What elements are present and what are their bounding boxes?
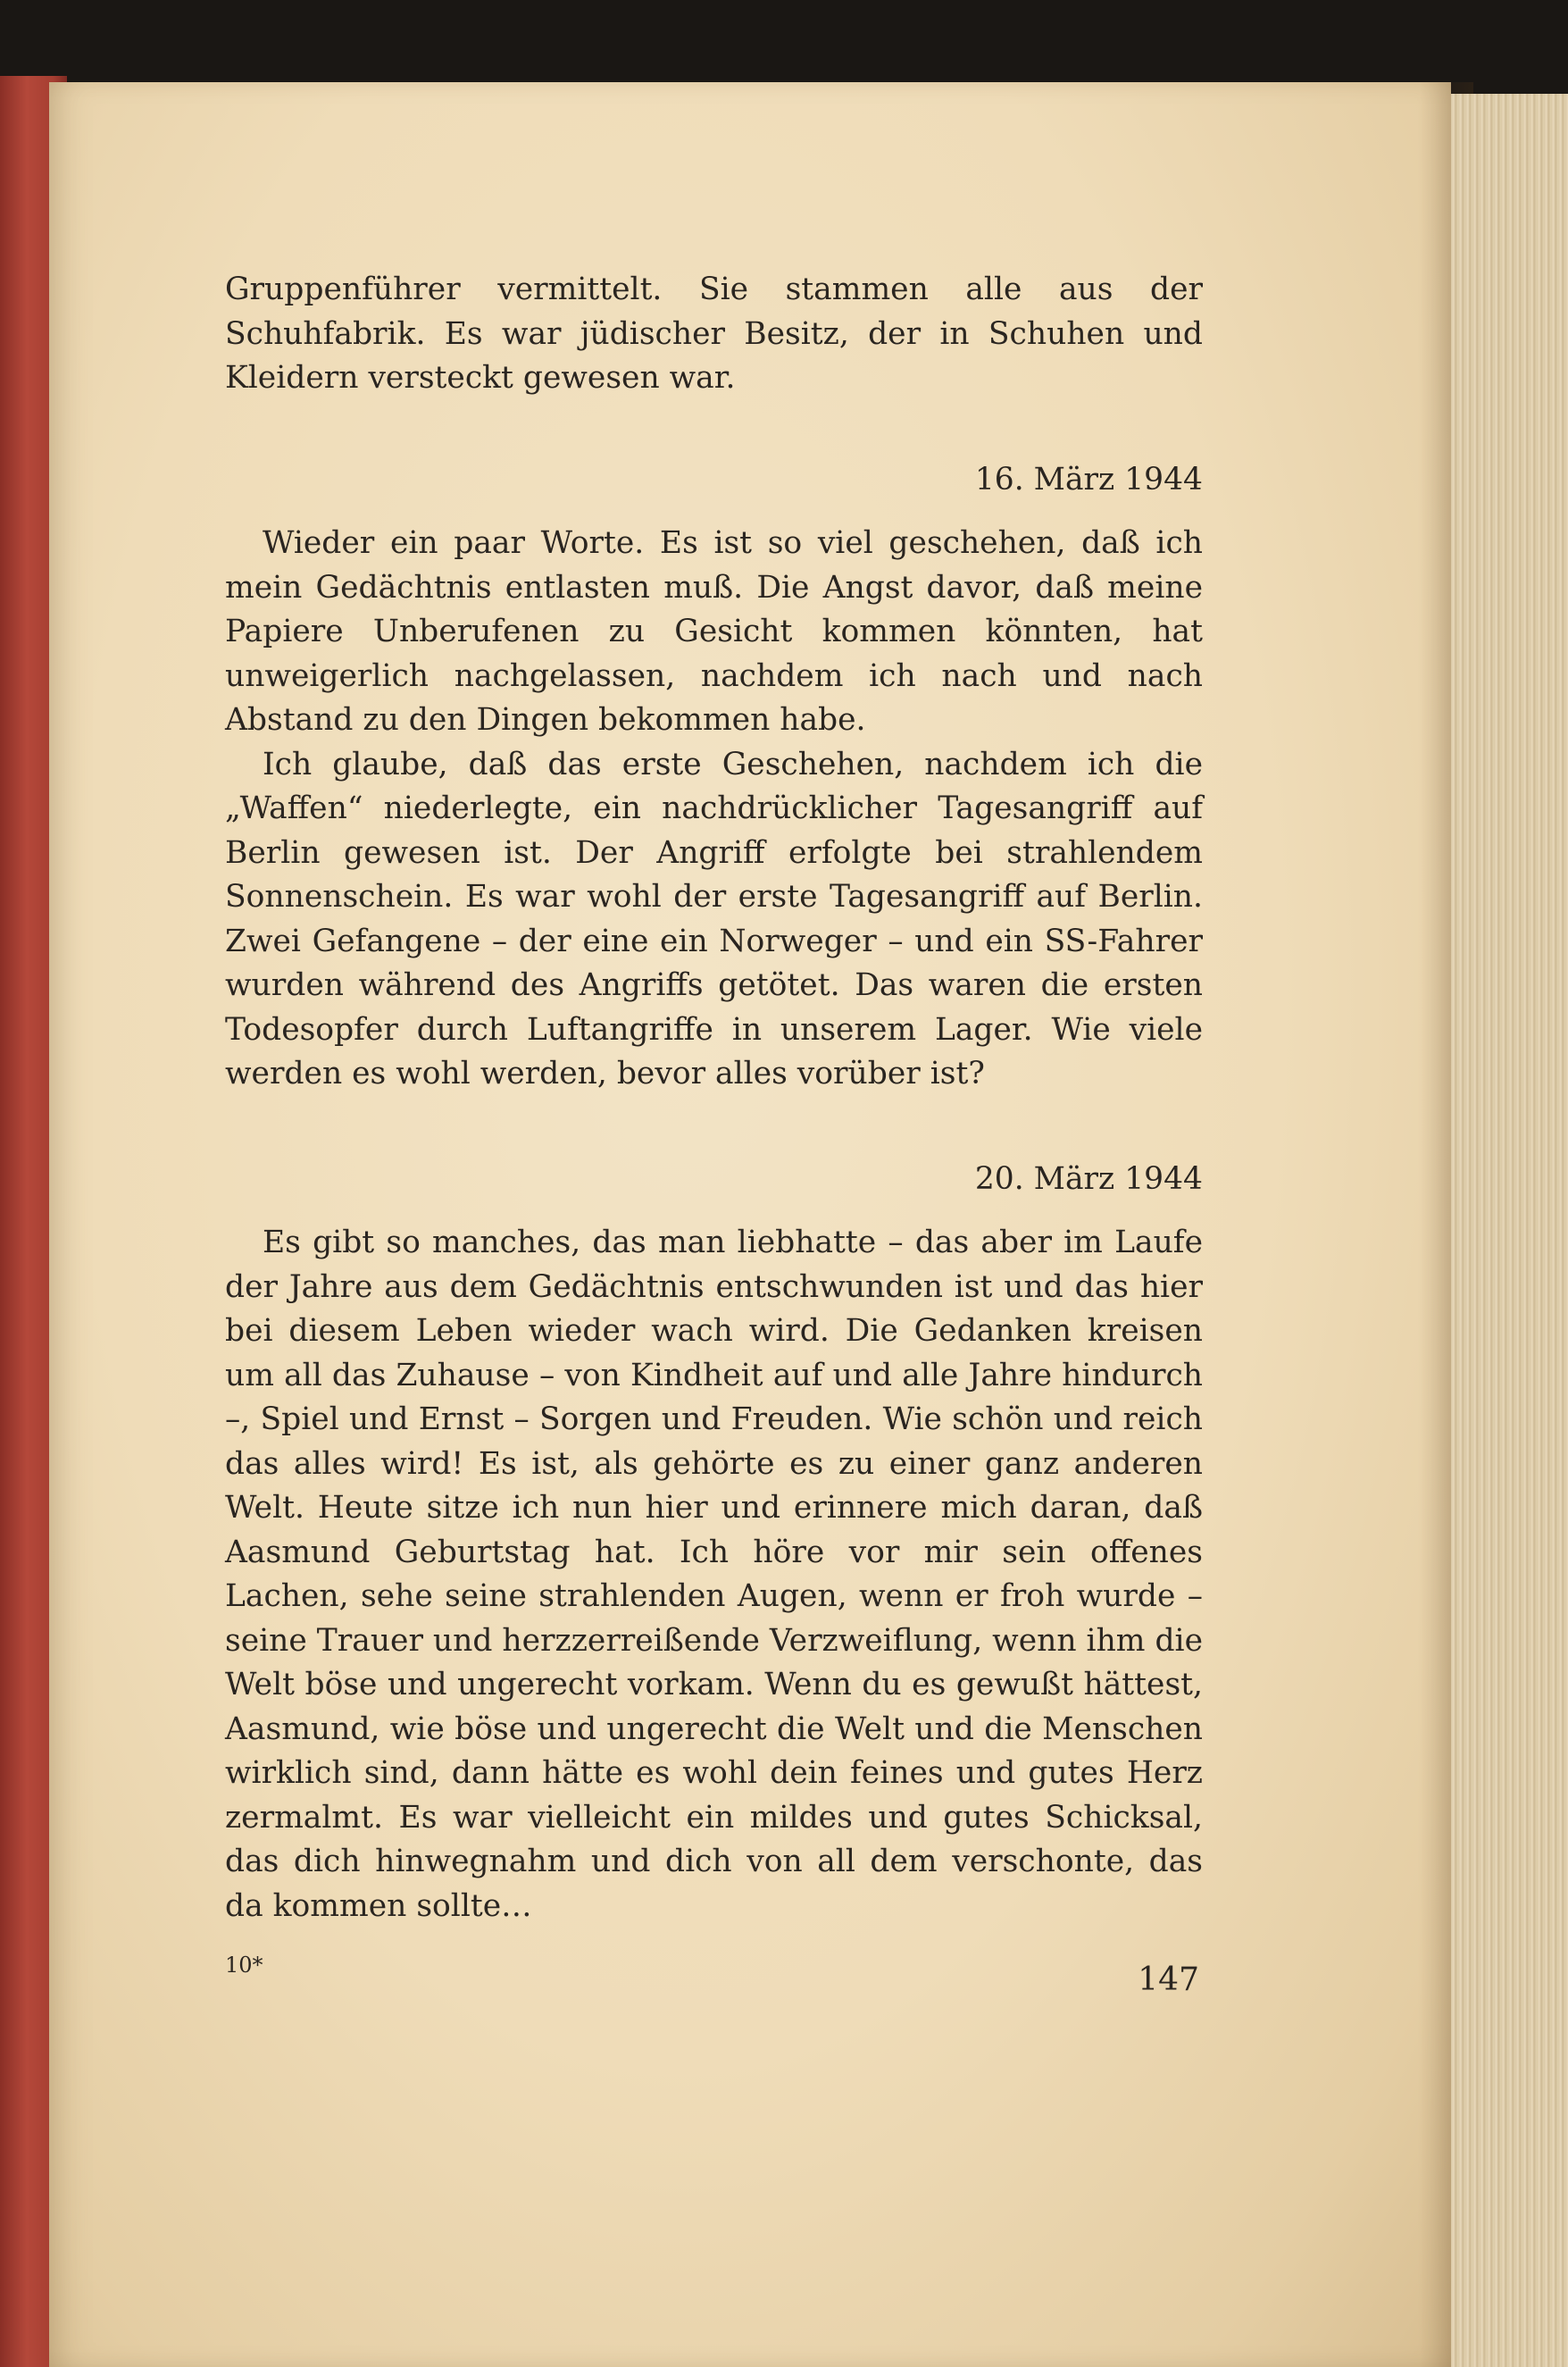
- entry-date: 16. März 1944: [974, 461, 1203, 498]
- entry-date: 20. März 1944: [974, 1160, 1203, 1197]
- page-number: 147: [1138, 1961, 1199, 1998]
- page-text: [225, 268, 1203, 1928]
- entry-paragraph: Ich glaube, daß das erste Geschehen, nachdem ich die „Waffen“ niederlegte, ein nachdrücklicher Tagesangriff auf Berlin gewesen ist. Der Angriff erfolgte bei strahlendem Sonnenschein. Es war wohl der erste Tagesangriff auf Berlin. Zwei Gefangene – der eine ein Norweger – und ein SS-Fahrer wurden während des Angriffs getötet. Das waren die ersten Todesopfer durch Luftangriffe in unserem Lager. Wie viele werden es wohl werden, bevor alles vorüber ist?: [225, 746, 1203, 1091]
- continuation-paragraph: Gruppenführer vermittelt. Sie stammen alle aus der Schuhfabrik. Es war jüdischer Besitz, der in Schuhen und Kleidern versteckt gewesen war.: [225, 272, 1203, 396]
- entry-paragraph: Wieder ein paar Worte. Es ist so viel geschehen, daß ich mein Gedächtnis entlasten muß. Die Angst davor, daß meine Papiere Unberufenen zu Gesicht kommen könnten, hat unweigerlich nachgelassen, nachdem ich nach und nach Abstand zu den Dingen bekommen habe.: [225, 525, 1203, 738]
- page-stack-edges: [1451, 94, 1568, 2367]
- signature-mark: 10*: [225, 1953, 263, 1978]
- entry-paragraph: Es gibt so manches, das man liebhatte – das aber im Laufe der Jahre aus dem Gedächtnis entschwunden ist und das hier bei diesem Leben wieder wach wird. Die Gedanken kreisen um all das Zuhause – von Kindheit auf und alle Jahre hindurch –, Spiel und Ernst – Sorgen und Freuden. Wie schön und reich das alles wird! Es ist, als gehörte es zu einer ganz anderen Welt. Heute sitze ich nun hier und erinnere mich daran, daß Aasmund Geburtstag hat. Ich höre vor mir sein offenes Lachen, sehe seine strahlenden Augen, wenn er froh wurde – seine Trauer und herzzerreißende Verzweiflung, wenn ihm die Welt böse und ungerecht vorkam. Wenn du es gewußt hättest, Aasmund, wie böse und ungerecht die Welt und die Menschen wirklich sind, dann hätte es wohl dein feines und gutes Herz zermalmt. Es war vielleicht ein mildes und gutes Schicksal, das dich hinwegnahm und dich von all dem verschonte, das da kommen sollte…: [225, 1225, 1204, 1924]
